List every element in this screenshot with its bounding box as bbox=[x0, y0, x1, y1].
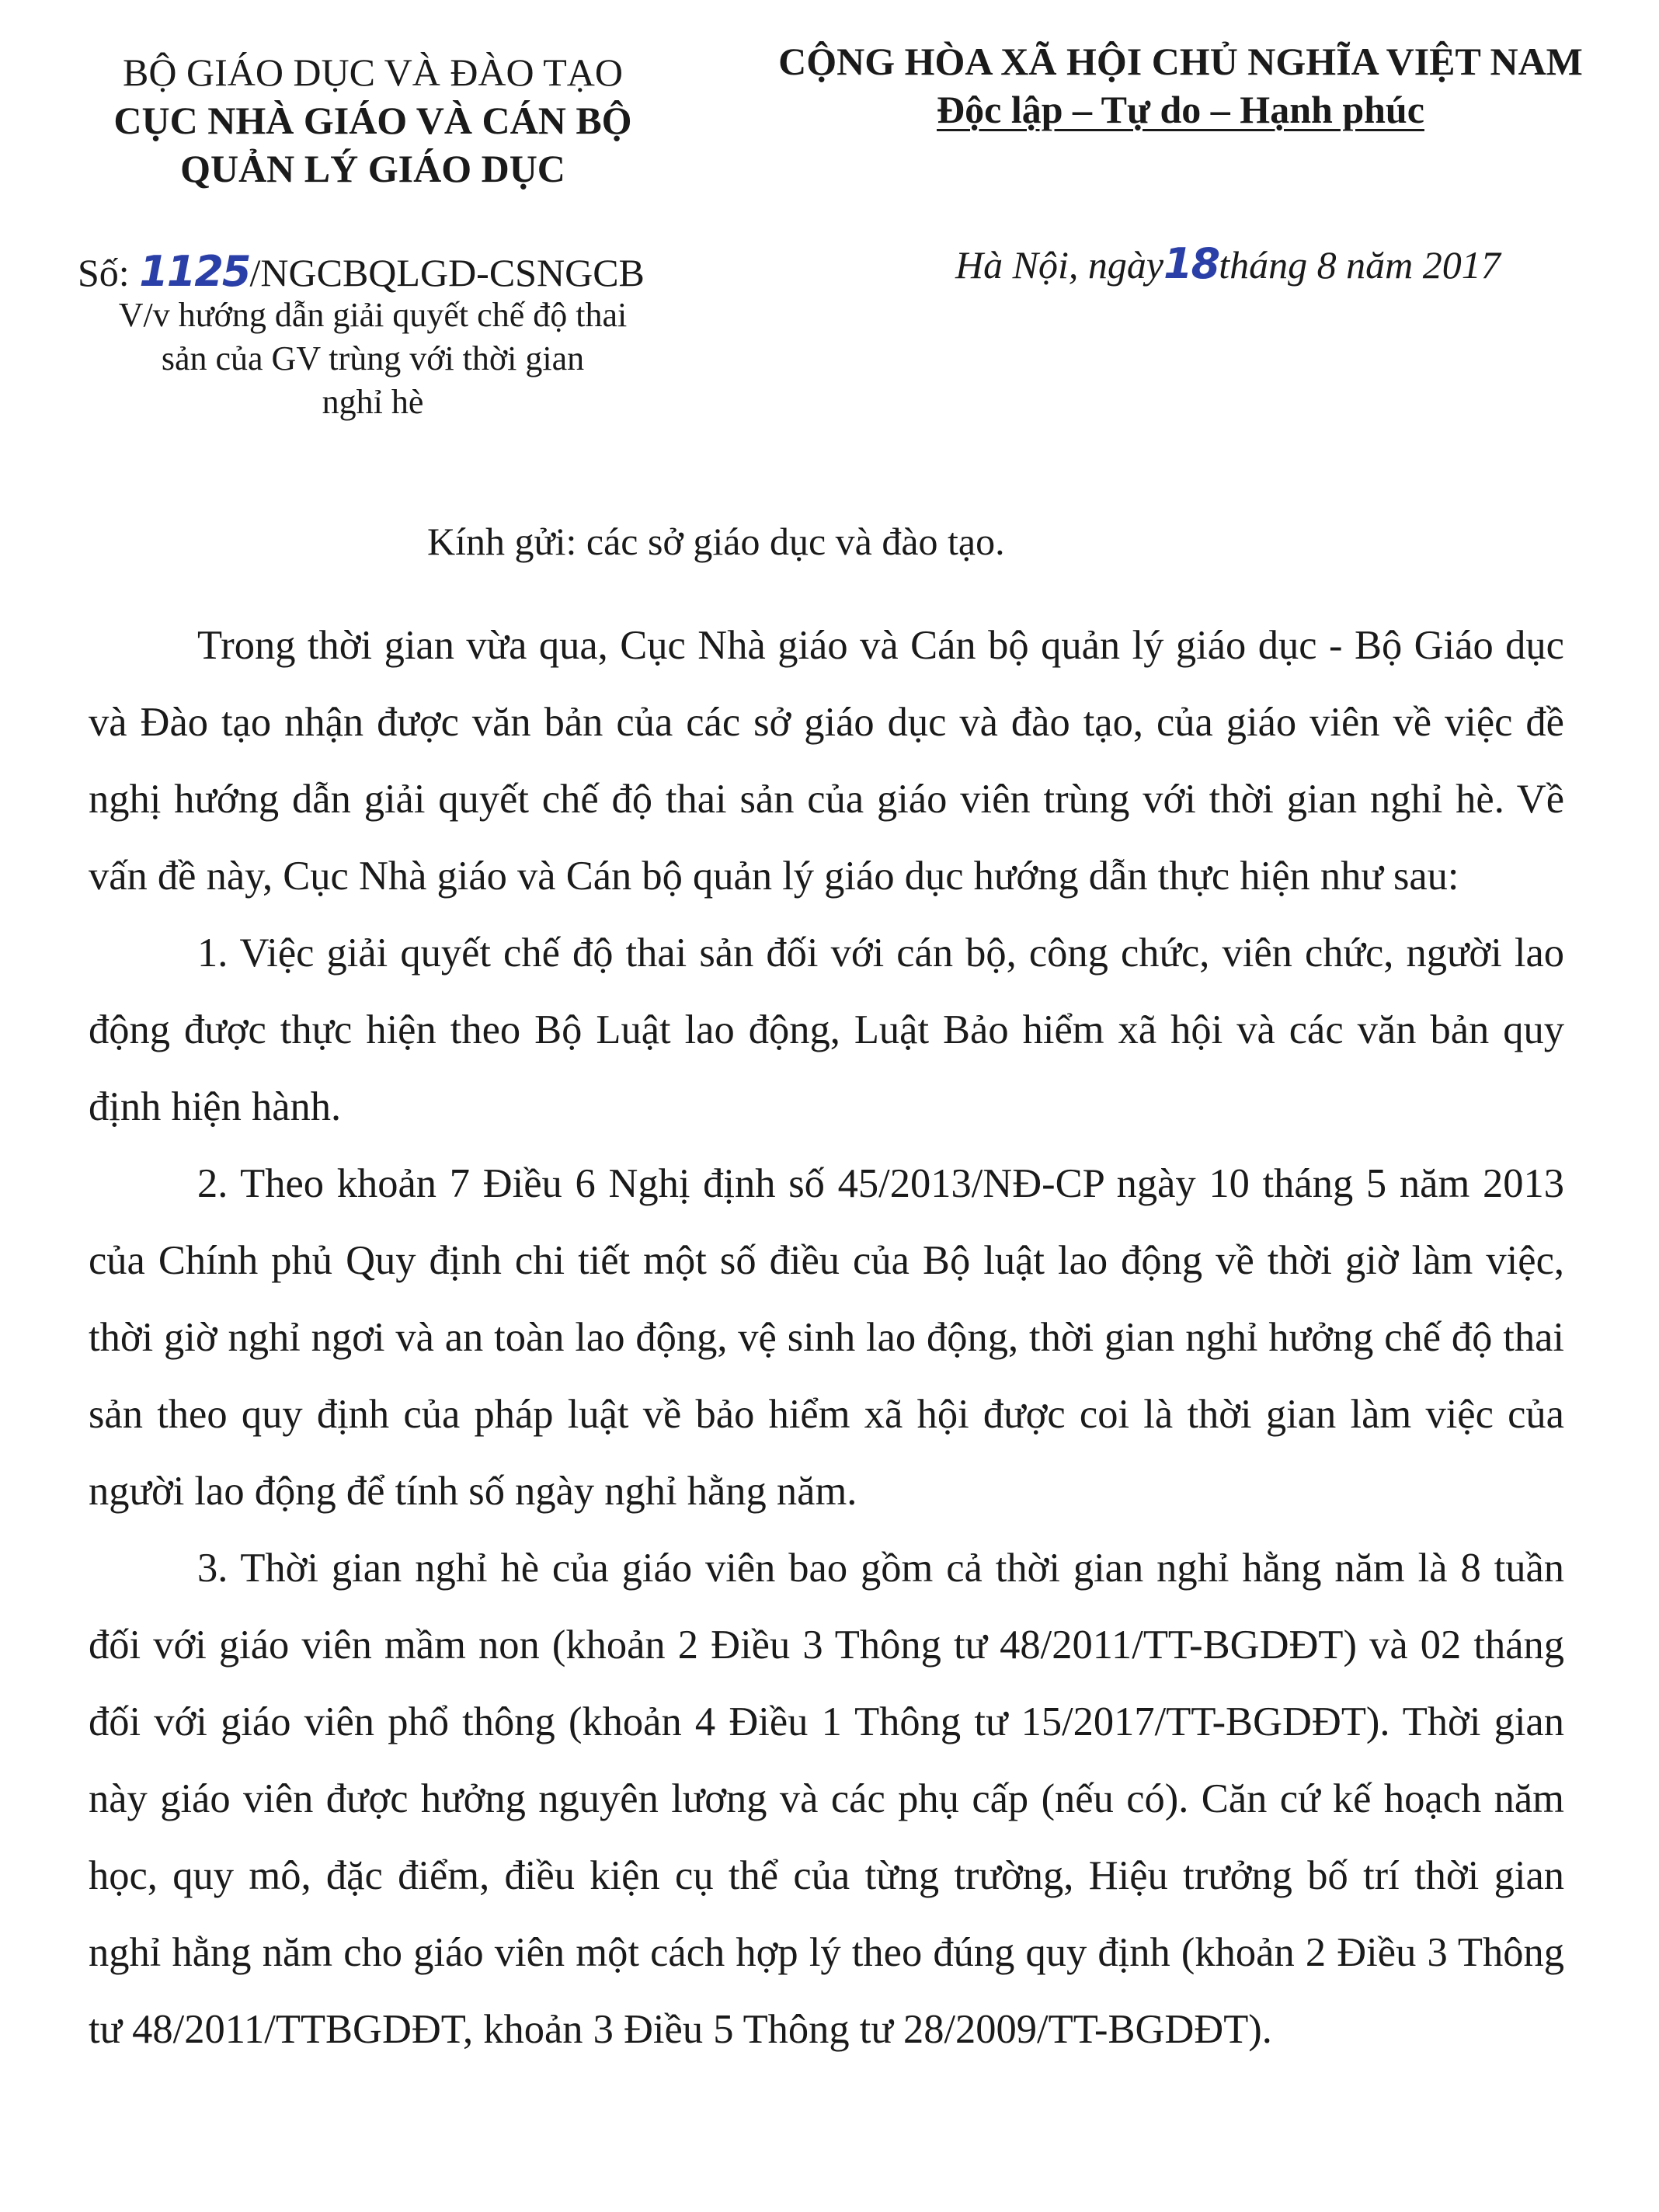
subject-line: V/v hướng dẫn giải quyết chế độ thai bbox=[118, 296, 628, 334]
document-number-prefix: Số: bbox=[78, 251, 130, 294]
document-subject bbox=[62, 294, 683, 424]
body-paragraph: 2. Theo khoản 7 Điều 6 Nghị định số 45/2013/NĐ-CP ngày 10 tháng 5 năm 2013 của Chính phủ Quy định chi tiết một số điều của Bộ luật lao động về thời giờ làm việc, thời giờ nghỉ ngơi và an toàn lao động, vệ sinh lao động, thời gian nghỉ hưởng chế độ thai sản theo quy định của pháp luật về bảo hiểm xã hội được coi là thời gian làm việc của người lao động để tính số ngày nghỉ hằng năm. bbox=[89, 1161, 1564, 1514]
handwritten-day: 18 bbox=[1163, 239, 1219, 288]
body-paragraph: Trong thời gian vừa qua, Cục Nhà giáo và Cán bộ quản lý giáo dục - Bộ Giáo dục và Đào tạo nhận được văn bản của các sở giáo dục và đào tạo, của giáo viên về việc đề nghị hướng dẫn giải quyết chế độ thai sản của giáo viên trùng với thời gian nghỉ hè. Về vấn đề này, Cục Nhà giáo và Cán bộ quản lý giáo dục hướng dẫn thực hiện như sau: bbox=[89, 623, 1564, 899]
document-number-suffix: /NGCBQLGD-CSNGCB bbox=[249, 251, 645, 294]
national-motto-text: Độc lập – Tự do – Hạnh phúc bbox=[937, 88, 1424, 131]
subject-line: sản của GV trùng với thời gian bbox=[161, 339, 585, 377]
national-header bbox=[746, 37, 1616, 134]
place-and-date bbox=[955, 239, 1501, 288]
department-name-line1: CỤC NHÀ GIÁO VÀ CÁN BỘ bbox=[113, 99, 632, 142]
date-suffix: tháng 8 năm 2017 bbox=[1219, 243, 1501, 287]
ministry-name: BỘ GIÁO DỤC VÀ ĐÀO TẠO bbox=[123, 50, 623, 94]
subject-line: nghỉ hè bbox=[322, 383, 424, 421]
date-prefix: Hà Nội, ngày bbox=[955, 243, 1164, 287]
document-body bbox=[89, 607, 1564, 2068]
document-number bbox=[78, 247, 645, 296]
body-paragraph: 1. Việc giải quyết chế độ thai sản đối với cán bộ, công chức, viên chức, người lao động được thực hiện theo Bộ Luật lao động, Luật Bảo hiểm xã hội và các văn bản quy định hiện hành. bbox=[89, 930, 1564, 1129]
issuing-agency-header bbox=[62, 48, 683, 193]
country-name: CỘNG HÒA XÃ HỘI CHỦ NGHĨA VIỆT NAM bbox=[778, 40, 1583, 83]
handwritten-document-number: 1125 bbox=[139, 247, 250, 296]
salutation: Kính gửi: các sở giáo dục và đào tạo. bbox=[427, 520, 1005, 563]
national-motto bbox=[746, 85, 1616, 134]
department-name-line2: QUẢN LÝ GIÁO DỤC bbox=[180, 147, 565, 190]
body-paragraph: 3. Thời gian nghỉ hè của giáo viên bao gồm cả thời gian nghỉ hằng năm là 8 tuần đối với giáo viên mầm non (khoản 2 Điều 3 Thông tư 48/2011/TT-BGDĐT) và 02 tháng đối với giáo viên phổ thông (khoản 4 Điều 1 Thông tư 15/2017/TT-BGDĐT). Thời gian này giáo viên được hưởng nguyên lương và các phụ cấp (nếu có). Căn cứ kế hoạch năm học, quy mô, đặc điểm, điều kiện cụ thể của từng trường, Hiệu trưởng bố trí thời gian nghỉ hằng năm cho giáo viên một cách hợp lý theo đúng quy định (khoản 2 Điều 3 Thông tư 48/2011/TTBGDĐT, khoản 3 Điều 5 Thông tư 28/2009/TT-BGDĐT). bbox=[89, 1546, 1564, 2052]
